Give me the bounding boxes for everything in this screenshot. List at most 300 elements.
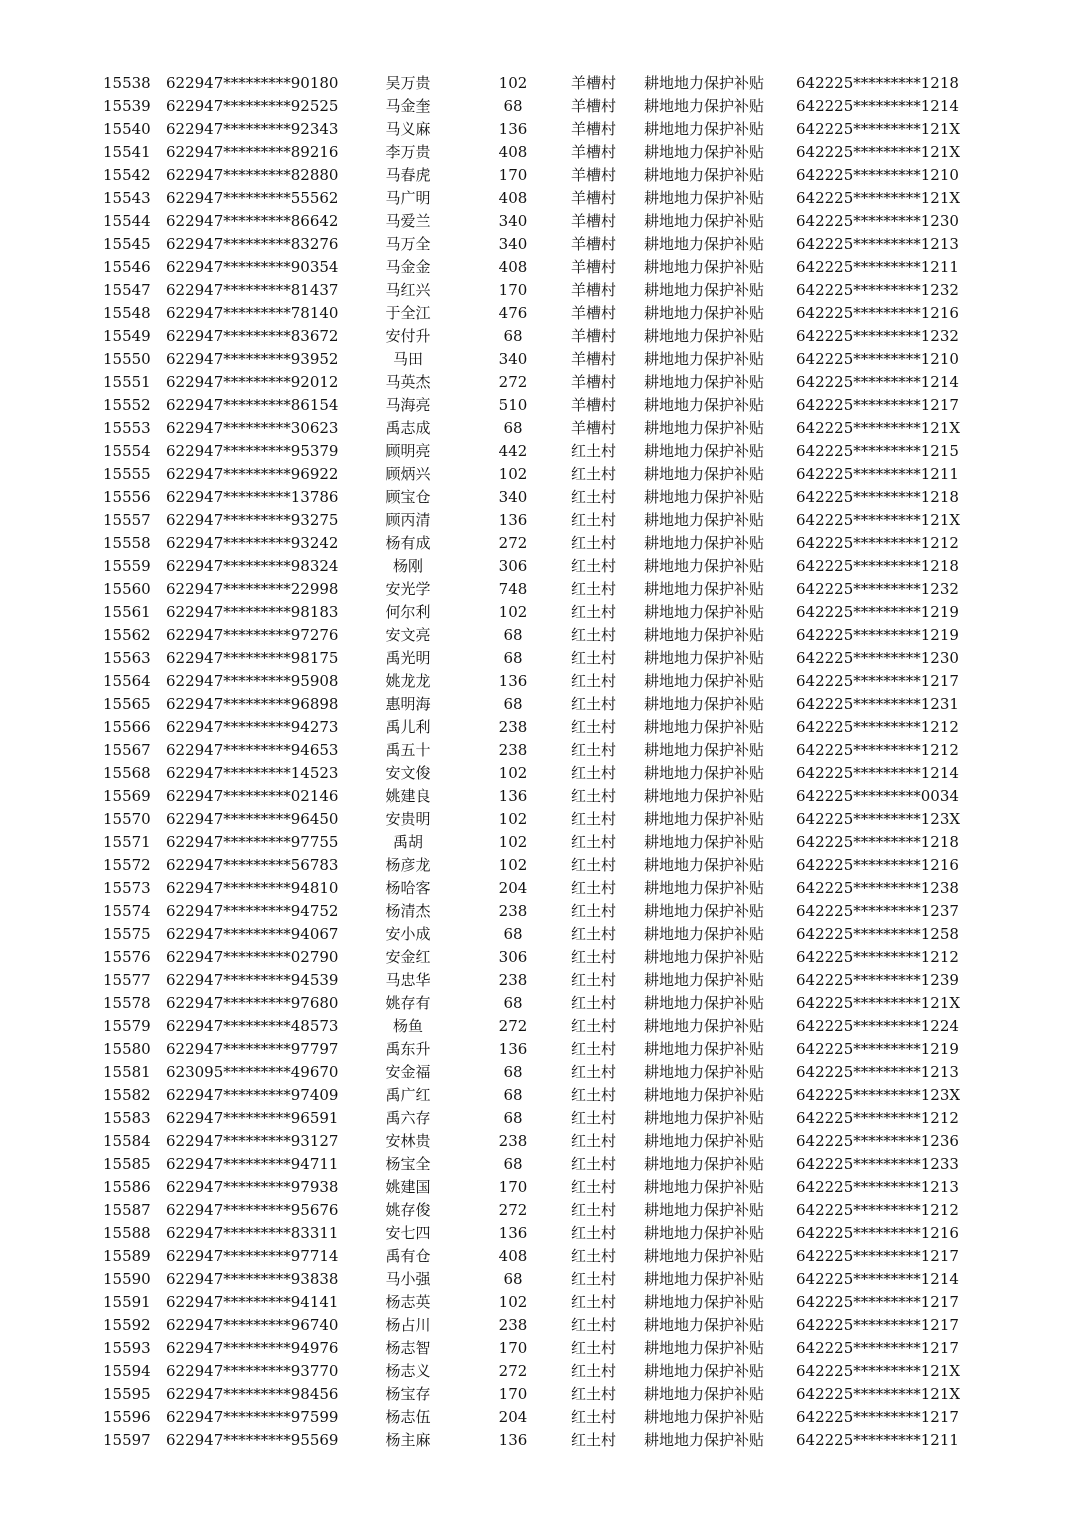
table-row <box>0 141 1074 164</box>
amount: 102 <box>498 764 528 782</box>
person-name: 安文亮 <box>385 626 431 644</box>
person-name: 顾炳兴 <box>385 465 431 483</box>
row-number: 15596 <box>103 1408 151 1426</box>
person-name: 杨清杰 <box>385 902 431 920</box>
person-name: 安贵明 <box>385 810 431 828</box>
subsidy-type: 耕地地力保护补贴 <box>644 994 765 1012</box>
village-name: 红土村 <box>571 1362 617 1380</box>
account-number: 622947*********90354 <box>166 258 339 276</box>
village-name: 红土村 <box>571 1224 617 1242</box>
id-number: 642225*********1232 <box>796 327 959 345</box>
subsidy-type: 耕地地力保护补贴 <box>644 189 765 207</box>
village-name: 红土村 <box>571 1040 617 1058</box>
person-name: 安文俊 <box>385 764 431 782</box>
account-number: 622947*********94141 <box>166 1293 339 1311</box>
account-number: 622947*********92012 <box>166 373 339 391</box>
table-row <box>0 463 1074 486</box>
person-name: 禹志成 <box>385 419 431 437</box>
subsidy-type: 耕地地力保护补贴 <box>644 419 765 437</box>
table-row <box>0 762 1074 785</box>
table-row <box>0 1199 1074 1222</box>
account-number: 622947*********97680 <box>166 994 339 1012</box>
amount: 68 <box>503 649 523 667</box>
row-number: 15557 <box>103 511 151 529</box>
table-row <box>0 72 1074 95</box>
person-name: 马小强 <box>385 1270 431 1288</box>
id-number: 642225*********1211 <box>796 465 959 483</box>
village-name: 红土村 <box>571 1155 617 1173</box>
table-row <box>0 1291 1074 1314</box>
table-row <box>0 969 1074 992</box>
amount: 170 <box>498 166 528 184</box>
table-row <box>0 1222 1074 1245</box>
person-name: 姚存有 <box>385 994 431 1012</box>
person-name: 安林贵 <box>385 1132 431 1150</box>
row-number: 15564 <box>103 672 151 690</box>
table-row <box>0 164 1074 187</box>
account-number: 622947*********94752 <box>166 902 339 920</box>
amount: 238 <box>498 971 528 989</box>
subsidy-type: 耕地地力保护补贴 <box>644 212 765 230</box>
subsidy-type: 耕地地力保护补贴 <box>644 488 765 506</box>
table-row <box>0 647 1074 670</box>
amount: 102 <box>498 603 528 621</box>
village-name: 红土村 <box>571 1270 617 1288</box>
id-number: 642225*********1230 <box>796 649 959 667</box>
person-name: 杨主麻 <box>385 1431 431 1449</box>
person-name: 禹东升 <box>385 1040 431 1058</box>
village-name: 羊槽村 <box>571 212 617 230</box>
village-name: 红土村 <box>571 994 617 1012</box>
account-number: 622947*********82880 <box>166 166 339 184</box>
account-number: 622947*********95676 <box>166 1201 339 1219</box>
village-name: 红土村 <box>571 1247 617 1265</box>
id-number: 642225*********1217 <box>796 1293 959 1311</box>
row-number: 15539 <box>103 97 151 115</box>
account-number: 622947*********95379 <box>166 442 339 460</box>
account-number: 622947*********93838 <box>166 1270 339 1288</box>
table-row <box>0 923 1074 946</box>
row-number: 15584 <box>103 1132 151 1150</box>
person-name: 杨哈客 <box>385 879 431 897</box>
id-number: 642225*********121X <box>796 143 961 161</box>
id-number: 642225*********1224 <box>796 1017 959 1035</box>
account-number: 622947*********02146 <box>166 787 339 805</box>
amount: 238 <box>498 1316 528 1334</box>
amount: 136 <box>498 511 528 529</box>
amount: 136 <box>498 787 528 805</box>
amount: 238 <box>498 902 528 920</box>
amount: 340 <box>498 488 528 506</box>
village-name: 羊槽村 <box>571 120 617 138</box>
amount: 68 <box>503 626 523 644</box>
village-name: 红土村 <box>571 1201 617 1219</box>
account-number: 622947*********48573 <box>166 1017 339 1035</box>
subsidy-type: 耕地地力保护补贴 <box>644 258 765 276</box>
subsidy-type: 耕地地力保护补贴 <box>644 1316 765 1334</box>
row-number: 15556 <box>103 488 151 506</box>
account-number: 622947*********94067 <box>166 925 339 943</box>
row-number: 15555 <box>103 465 151 483</box>
subsidy-type: 耕地地力保护补贴 <box>644 304 765 322</box>
person-name: 马田 <box>392 350 423 368</box>
table-row <box>0 371 1074 394</box>
row-number: 15546 <box>103 258 151 276</box>
amount: 476 <box>498 304 528 322</box>
row-number: 15552 <box>103 396 151 414</box>
person-name: 杨宝存 <box>385 1385 431 1403</box>
amount: 136 <box>498 1224 528 1242</box>
table-row <box>0 877 1074 900</box>
village-name: 红土村 <box>571 603 617 621</box>
village-name: 羊槽村 <box>571 350 617 368</box>
subsidy-type: 耕地地力保护补贴 <box>644 396 765 414</box>
subsidy-type: 耕地地力保护补贴 <box>644 350 765 368</box>
person-name: 禹光明 <box>385 649 431 667</box>
person-name: 马爱兰 <box>385 212 431 230</box>
account-number: 622947*********94539 <box>166 971 339 989</box>
row-number: 15561 <box>103 603 151 621</box>
village-name: 红土村 <box>571 1293 617 1311</box>
village-name: 红土村 <box>571 718 617 736</box>
subsidy-table <box>0 72 1074 1452</box>
village-name: 红土村 <box>571 1408 617 1426</box>
subsidy-type: 耕地地力保护补贴 <box>644 373 765 391</box>
row-number: 15548 <box>103 304 151 322</box>
row-number: 15545 <box>103 235 151 253</box>
id-number: 642225*********1219 <box>796 1040 959 1058</box>
id-number: 642225*********1212 <box>796 1109 959 1127</box>
account-number: 622947*********86642 <box>166 212 339 230</box>
id-number: 642225*********1217 <box>796 396 959 414</box>
village-name: 羊槽村 <box>571 97 617 115</box>
table-row <box>0 1015 1074 1038</box>
id-number: 642225*********1217 <box>796 672 959 690</box>
subsidy-type: 耕地地力保护补贴 <box>644 97 765 115</box>
table-row <box>0 417 1074 440</box>
village-name: 羊槽村 <box>571 189 617 207</box>
row-number: 15578 <box>103 994 151 1012</box>
table-row <box>0 1360 1074 1383</box>
village-name: 红土村 <box>571 925 617 943</box>
person-name: 杨彦龙 <box>385 856 431 874</box>
row-number: 15569 <box>103 787 151 805</box>
account-number: 622947*********94976 <box>166 1339 339 1357</box>
subsidy-type: 耕地地力保护补贴 <box>644 649 765 667</box>
amount: 238 <box>498 741 528 759</box>
amount: 102 <box>498 465 528 483</box>
id-number: 642225*********1236 <box>796 1132 959 1150</box>
row-number: 15576 <box>103 948 151 966</box>
amount: 68 <box>503 1063 523 1081</box>
id-number: 642225*********121X <box>796 120 961 138</box>
village-name: 红土村 <box>571 1063 617 1081</box>
account-number: 622947*********97409 <box>166 1086 339 1104</box>
person-name: 安小成 <box>385 925 431 943</box>
row-number: 15553 <box>103 419 151 437</box>
table-row <box>0 785 1074 808</box>
amount: 102 <box>498 856 528 874</box>
person-name: 杨占川 <box>385 1316 431 1334</box>
village-name: 羊槽村 <box>571 281 617 299</box>
amount: 272 <box>498 1017 528 1035</box>
village-name: 羊槽村 <box>571 396 617 414</box>
person-name: 姚建良 <box>385 787 431 805</box>
village-name: 红土村 <box>571 971 617 989</box>
table-row <box>0 578 1074 601</box>
id-number: 642225*********121X <box>796 1385 961 1403</box>
person-name: 杨宝全 <box>385 1155 431 1173</box>
village-name: 红土村 <box>571 1132 617 1150</box>
id-number: 642225*********1212 <box>796 534 959 552</box>
amount: 136 <box>498 1431 528 1449</box>
village-name: 红土村 <box>571 695 617 713</box>
row-number: 15551 <box>103 373 151 391</box>
id-number: 642225*********1216 <box>796 1224 959 1242</box>
id-number: 642225*********1213 <box>796 1178 959 1196</box>
subsidy-type: 耕地地力保护补贴 <box>644 925 765 943</box>
row-number: 15554 <box>103 442 151 460</box>
table-row <box>0 831 1074 854</box>
person-name: 杨志英 <box>385 1293 431 1311</box>
account-number: 622947*********97599 <box>166 1408 339 1426</box>
account-number: 622947*********96740 <box>166 1316 339 1334</box>
row-number: 15577 <box>103 971 151 989</box>
account-number: 622947*********96898 <box>166 695 339 713</box>
table-row <box>0 670 1074 693</box>
subsidy-type: 耕地地力保护补贴 <box>644 557 765 575</box>
amount: 510 <box>498 396 528 414</box>
id-number: 642225*********1239 <box>796 971 959 989</box>
row-number: 15572 <box>103 856 151 874</box>
subsidy-type: 耕地地力保护补贴 <box>644 810 765 828</box>
subsidy-type: 耕地地力保护补贴 <box>644 442 765 460</box>
amount: 68 <box>503 994 523 1012</box>
person-name: 惠明海 <box>385 695 431 713</box>
account-number: 622947*********94810 <box>166 879 339 897</box>
table-row <box>0 1061 1074 1084</box>
table-row <box>0 1245 1074 1268</box>
amount: 170 <box>498 1385 528 1403</box>
table-row <box>0 1268 1074 1291</box>
account-number: 622947*********22998 <box>166 580 339 598</box>
account-number: 622947*********98456 <box>166 1385 339 1403</box>
table-row <box>0 325 1074 348</box>
id-number: 642225*********1233 <box>796 1155 959 1173</box>
table-row <box>0 900 1074 923</box>
subsidy-type: 耕地地力保护补贴 <box>644 833 765 851</box>
village-name: 红土村 <box>571 879 617 897</box>
amount: 68 <box>503 1155 523 1173</box>
table-row <box>0 1176 1074 1199</box>
subsidy-type: 耕地地力保护补贴 <box>644 1063 765 1081</box>
table-row <box>0 624 1074 647</box>
account-number: 622947*********30623 <box>166 419 339 437</box>
row-number: 15565 <box>103 695 151 713</box>
id-number: 642225*********1213 <box>796 1063 959 1081</box>
amount: 340 <box>498 212 528 230</box>
subsidy-type: 耕地地力保护补贴 <box>644 166 765 184</box>
subsidy-type: 耕地地力保护补贴 <box>644 603 765 621</box>
village-name: 红土村 <box>571 626 617 644</box>
subsidy-type: 耕地地力保护补贴 <box>644 1017 765 1035</box>
subsidy-type: 耕地地力保护补贴 <box>644 948 765 966</box>
id-number: 642225*********1218 <box>796 74 959 92</box>
row-number: 15560 <box>103 580 151 598</box>
amount: 408 <box>498 143 528 161</box>
person-name: 杨刚 <box>392 557 423 575</box>
id-number: 642225*********1215 <box>796 442 959 460</box>
village-name: 羊槽村 <box>571 258 617 276</box>
row-number: 15585 <box>103 1155 151 1173</box>
account-number: 622947*********94653 <box>166 741 339 759</box>
village-name: 红土村 <box>571 1385 617 1403</box>
amount: 102 <box>498 1293 528 1311</box>
subsidy-type: 耕地地力保护补贴 <box>644 879 765 897</box>
amount: 102 <box>498 74 528 92</box>
subsidy-type: 耕地地力保护补贴 <box>644 1201 765 1219</box>
subsidy-type: 耕地地力保护补贴 <box>644 1247 765 1265</box>
person-name: 姚龙龙 <box>385 672 431 690</box>
village-name: 红土村 <box>571 557 617 575</box>
account-number: 622947*********93242 <box>166 534 339 552</box>
person-name: 何尔利 <box>385 603 431 621</box>
person-name: 马广明 <box>385 189 431 207</box>
account-number: 622947*********97797 <box>166 1040 339 1058</box>
id-number: 642225*********1238 <box>796 879 959 897</box>
village-name: 红土村 <box>571 488 617 506</box>
id-number: 642225*********1216 <box>796 856 959 874</box>
village-name: 红土村 <box>571 1109 617 1127</box>
village-name: 红土村 <box>571 741 617 759</box>
row-number: 15580 <box>103 1040 151 1058</box>
amount: 340 <box>498 350 528 368</box>
row-number: 15594 <box>103 1362 151 1380</box>
subsidy-type: 耕地地力保护补贴 <box>644 695 765 713</box>
amount: 408 <box>498 189 528 207</box>
person-name: 禹六存 <box>385 1109 431 1127</box>
person-name: 马金奎 <box>385 97 431 115</box>
account-number: 623095*********49670 <box>166 1063 339 1081</box>
subsidy-type: 耕地地力保护补贴 <box>644 764 765 782</box>
row-number: 15568 <box>103 764 151 782</box>
row-number: 15540 <box>103 120 151 138</box>
subsidy-type: 耕地地力保护补贴 <box>644 718 765 736</box>
account-number: 622947*********83311 <box>166 1224 339 1242</box>
amount: 238 <box>498 1132 528 1150</box>
id-number: 642225*********1232 <box>796 281 959 299</box>
id-number: 642225*********121X <box>796 189 961 207</box>
account-number: 622947*********98324 <box>166 557 339 575</box>
account-number: 622947*********98175 <box>166 649 339 667</box>
person-name: 杨鱼 <box>392 1017 423 1035</box>
row-number: 15579 <box>103 1017 151 1035</box>
subsidy-type: 耕地地力保护补贴 <box>644 1431 765 1449</box>
account-number: 622947*********13786 <box>166 488 339 506</box>
table-row <box>0 256 1074 279</box>
table-row <box>0 808 1074 831</box>
row-number: 15538 <box>103 74 151 92</box>
person-name: 杨志伍 <box>385 1408 431 1426</box>
subsidy-type: 耕地地力保护补贴 <box>644 143 765 161</box>
table-row <box>0 555 1074 578</box>
subsidy-type: 耕地地力保护补贴 <box>644 1132 765 1150</box>
subsidy-type: 耕地地力保护补贴 <box>644 465 765 483</box>
person-name: 禹有仓 <box>385 1247 431 1265</box>
table-row <box>0 854 1074 877</box>
row-number: 15590 <box>103 1270 151 1288</box>
table-row <box>0 279 1074 302</box>
row-number: 15591 <box>103 1293 151 1311</box>
row-number: 15595 <box>103 1385 151 1403</box>
row-number: 15587 <box>103 1201 151 1219</box>
amount: 272 <box>498 1362 528 1380</box>
subsidy-type: 耕地地力保护补贴 <box>644 281 765 299</box>
village-name: 红土村 <box>571 442 617 460</box>
person-name: 姚存俊 <box>385 1201 431 1219</box>
account-number: 622947*********92525 <box>166 97 339 115</box>
subsidy-type: 耕地地力保护补贴 <box>644 74 765 92</box>
table-row <box>0 1107 1074 1130</box>
row-number: 15562 <box>103 626 151 644</box>
amount: 170 <box>498 1178 528 1196</box>
person-name: 顾宝仓 <box>385 488 431 506</box>
amount: 204 <box>498 879 528 897</box>
subsidy-type: 耕地地力保护补贴 <box>644 902 765 920</box>
person-name: 马忠华 <box>385 971 431 989</box>
table-row <box>0 486 1074 509</box>
row-number: 15567 <box>103 741 151 759</box>
row-number: 15589 <box>103 1247 151 1265</box>
person-name: 安七四 <box>385 1224 431 1242</box>
account-number: 622947*********96922 <box>166 465 339 483</box>
village-name: 红土村 <box>571 672 617 690</box>
account-number: 622947*********95908 <box>166 672 339 690</box>
id-number: 642225*********0034 <box>796 787 959 805</box>
village-name: 羊槽村 <box>571 74 617 92</box>
table-row <box>0 1406 1074 1429</box>
subsidy-type: 耕地地力保护补贴 <box>644 672 765 690</box>
row-number: 15574 <box>103 902 151 920</box>
amount: 170 <box>498 281 528 299</box>
amount: 748 <box>498 580 528 598</box>
person-name: 马春虎 <box>385 166 431 184</box>
amount: 306 <box>498 948 528 966</box>
row-number: 15550 <box>103 350 151 368</box>
person-name: 禹胡 <box>392 833 423 851</box>
person-name: 杨志智 <box>385 1339 431 1357</box>
person-name: 禹儿利 <box>385 718 431 736</box>
subsidy-type: 耕地地力保护补贴 <box>644 741 765 759</box>
subsidy-type: 耕地地力保护补贴 <box>644 235 765 253</box>
id-number: 642225*********1216 <box>796 304 959 322</box>
subsidy-type: 耕地地力保护补贴 <box>644 1408 765 1426</box>
id-number: 642225*********1218 <box>796 833 959 851</box>
row-number: 15571 <box>103 833 151 851</box>
table-row <box>0 1130 1074 1153</box>
row-number: 15559 <box>103 557 151 575</box>
table-row <box>0 440 1074 463</box>
id-number: 642225*********1230 <box>796 212 959 230</box>
row-number: 15582 <box>103 1086 151 1104</box>
table-row <box>0 716 1074 739</box>
subsidy-type: 耕地地力保护补贴 <box>644 120 765 138</box>
table-row <box>0 693 1074 716</box>
amount: 408 <box>498 1247 528 1265</box>
person-name: 马英杰 <box>385 373 431 391</box>
subsidy-type: 耕地地力保护补贴 <box>644 1362 765 1380</box>
id-number: 642225*********1218 <box>796 557 959 575</box>
